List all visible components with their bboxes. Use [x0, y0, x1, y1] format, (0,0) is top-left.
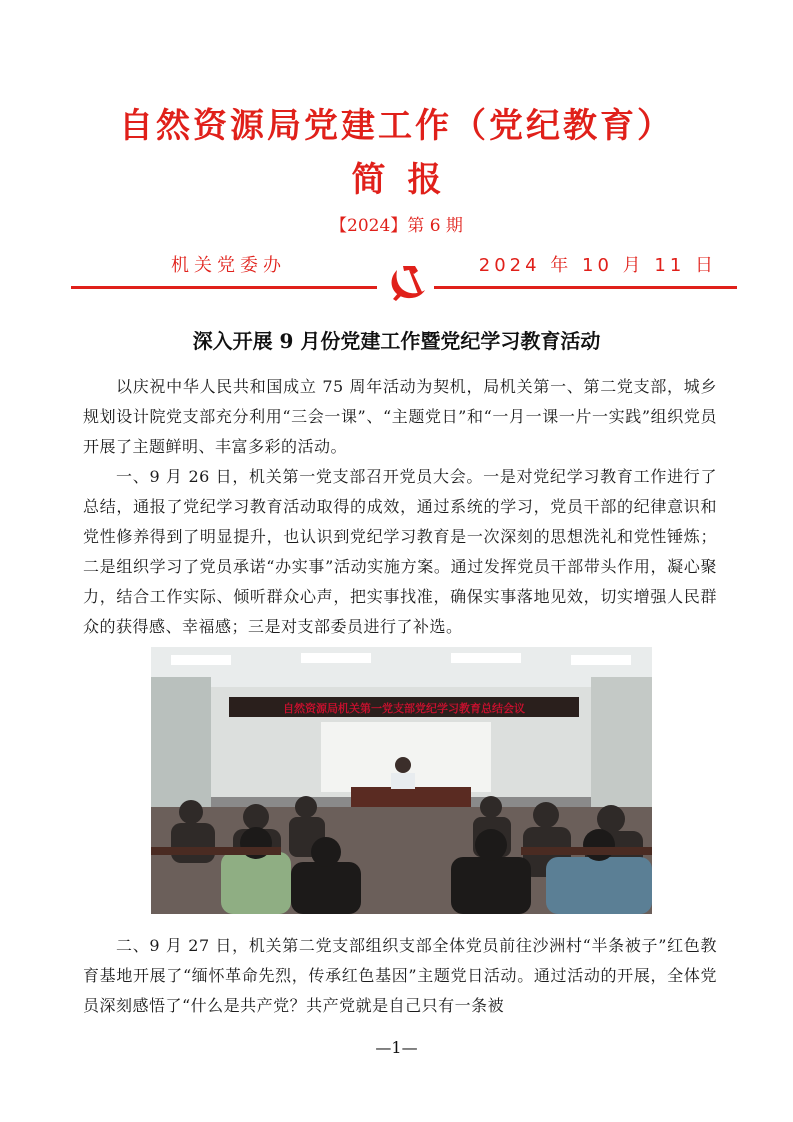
- department-name: 机关党委办: [171, 255, 286, 276]
- page-number: —1—: [375, 1038, 418, 1057]
- article-paragraph-3: 二、9 月 27 日，机关第二党支部组织支部全体党员前往沙洲村“半条被子”红色教育基地开展了“缅怀革命先烈，传承红色基因”主题党日活动。通过活动的开展，全体党员深刻感悟了“什么是共产党？共产党就是自己只有一条被: [83, 936, 717, 1015]
- article-headline: 深入开展 9 月份党建工作暨党纪学习教育活动: [192, 329, 601, 353]
- party-emblem-icon: [387, 262, 427, 302]
- article-paragraph-2: 一、9 月 26 日，机关第一党支部召开党员大会。一是对党纪学习教育工作进行了总结，通报了党纪学习教育活动取得的成效，通过系统的学习，党员干部的纪律意识和党性修养得到了明显提升，也认识到党纪学习教育是一次深刻的思想洗礼和党性锤炼；二是组织学习了党员承诺“办实事”活动实施方案。通过发挥党员干部带头作用，凝心聚力，结合工作实际、倾听群众心声，把实事找准，确保实事落地见效，切实增强人民群众的获得感、幸福感；三是对支部委员进行了补选。: [83, 467, 717, 636]
- bulletin-subtitle: 简报: [351, 160, 464, 200]
- article-paragraph-1: 以庆祝中华人民共和国成立 75 周年活动为契机，局机关第一、第二党支部，城乡规划设计院党支部充分利用“三会一课”、“主题党日”和“一月一课一片一实践”组织党员开展了主题鲜明、丰富多彩的活动。: [83, 377, 717, 456]
- header-rule-left: [71, 286, 377, 289]
- photo-banner-text: 自然资源局机关第一党支部党纪学习教育总结会议: [283, 702, 525, 715]
- issue-number: 【2024】第 6 期: [330, 216, 463, 236]
- publish-date: 2024 年 10 月 11 日: [478, 255, 717, 276]
- meeting-photo: [151, 647, 652, 914]
- bulletin-title: 自然资源局党建工作（党纪教育）: [119, 106, 674, 146]
- header-rule-right: [434, 286, 737, 289]
